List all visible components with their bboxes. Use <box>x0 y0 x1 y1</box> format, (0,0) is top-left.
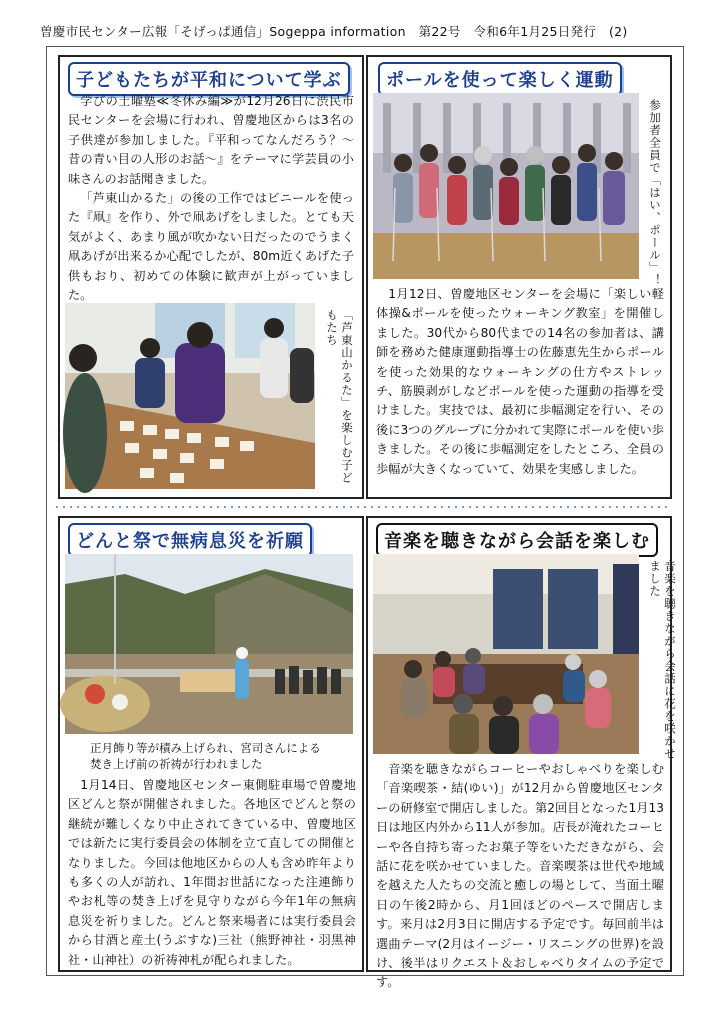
article-body <box>376 285 664 479</box>
paragraph: 1月14日、曽慶地区センター東側駐車場で曽慶地区どんと祭が開催されました。各地区でどんと祭の継続が難しくなり中止されてきている中、曽慶地区では新たに実行委員会の体制を立て直しての開催となりました。今回は他地区からの人も含め昨年よりも多くの人が訪れ、1年間お世話になった注連飾りやお札等の焚き上げを見守りながら今年1年の無病息災を祈りました。どんと祭来場者には実行委員会から甘酒と産土(うぶすな)三社（熊野神社・羽黒神社・山神社）の祈祷神札が配られました。 <box>68 778 356 967</box>
article-title: 音楽を聴きながら会話を楽しむ <box>376 523 658 557</box>
photo-caption: 音楽を聴きながら会話に花を咲かせました <box>648 560 677 760</box>
article-music-cafe <box>366 516 677 990</box>
paragraph: 「芦東山かるた」の後の工作ではビニールを使った『凧』を作り、外で凧あげをしました。とても天気がよく、あまり風が吹かない日だったのでうまく凧あげが出来るか心配でしたが、80m近くあげた子供もおり、初めての体験に歓声が上がっていました。 <box>68 191 354 303</box>
article-body <box>68 776 356 970</box>
article-peace-learning <box>58 55 364 499</box>
article-title: 子どもたちが平和について学ぶ <box>68 62 350 96</box>
section-divider <box>56 503 672 511</box>
paragraph: 学びの土曜塾≪冬休み編≫が12月26日に渋民市民センターを会場に行われ、曽慶地区からは3名の子供達が参加しました。『平和ってなんだろう？～昔の青い目の人形のお話～』をテーマに学芸員の小味さんのお話聞きました。 <box>68 94 354 186</box>
paragraph: 1月12日、曽慶地区センターを会場に「楽しい軽体操&ポールを使ったウォーキング教室」を開催しました。30代から80代までの14名の参加者は、講師を務めた健康運動指導士の佐藤恵先生からポールを使った効果的なウォーキングの仕方やストレッチ、筋膜剥がしなどポールを使った運動の指導を受けました。実技では、最初に歩幅測定を行い、その後に3つのグループに分かれて実際にポールを使い歩きました。その後に歩幅測定をしたところ、全員の歩幅が大きくなっていて、効果を実感しました。 <box>376 287 664 476</box>
article-title: ポールを使って楽しく運動 <box>378 62 622 96</box>
article-body <box>68 92 354 305</box>
article-donto-festival <box>58 516 364 972</box>
photo-caption: 正月飾り等が積み上げられ、宮司さんによる焚き上げ前の祈祷が行われました <box>90 741 321 771</box>
donto-festival-photo <box>65 554 353 734</box>
paragraph: 音楽を聴きながらコーヒーやおしゃべりを楽しむ「音楽喫茶・結(ゆい)」が12月から曽慶地区センターの研修室で開店しました。第2回目となった1月13日は地区内外から11人が参加。店長が淹れたコーヒーや各自持ち寄ったお菓子等をいただきながら、会話に花を咲かせていました。音楽喫茶は世代や地域を越えた人たちの交流と癒しの場として、当面土曜日の午後2時から、月1回ほどのペースで開店します。来月は2月3日に開店する予定です。毎回前半は選曲テーマ(2月はイージー・リスニングの世界)を設け、後半はリクエスト＆おしゃべりタイムの予定です。 <box>376 762 664 990</box>
article-pole-walking <box>366 55 672 499</box>
pole-walking-photo <box>373 93 639 279</box>
article-body <box>376 760 664 993</box>
music-cafe-photo <box>373 554 639 754</box>
photo-caption: 「芦東山かるた」を楽しむ子どもたち <box>325 309 354 484</box>
karuta-photo <box>65 303 315 489</box>
article-title: どんと祭で無病息災を祈願 <box>68 523 312 557</box>
photo-caption: 参加者全員で「はい、ポール」！ <box>648 99 662 287</box>
newsletter-header: 曽慶市民センター広報「そげっぱ通信」Sogeppa information 第22号 令和6年1月25日発行 (2) <box>40 24 628 39</box>
